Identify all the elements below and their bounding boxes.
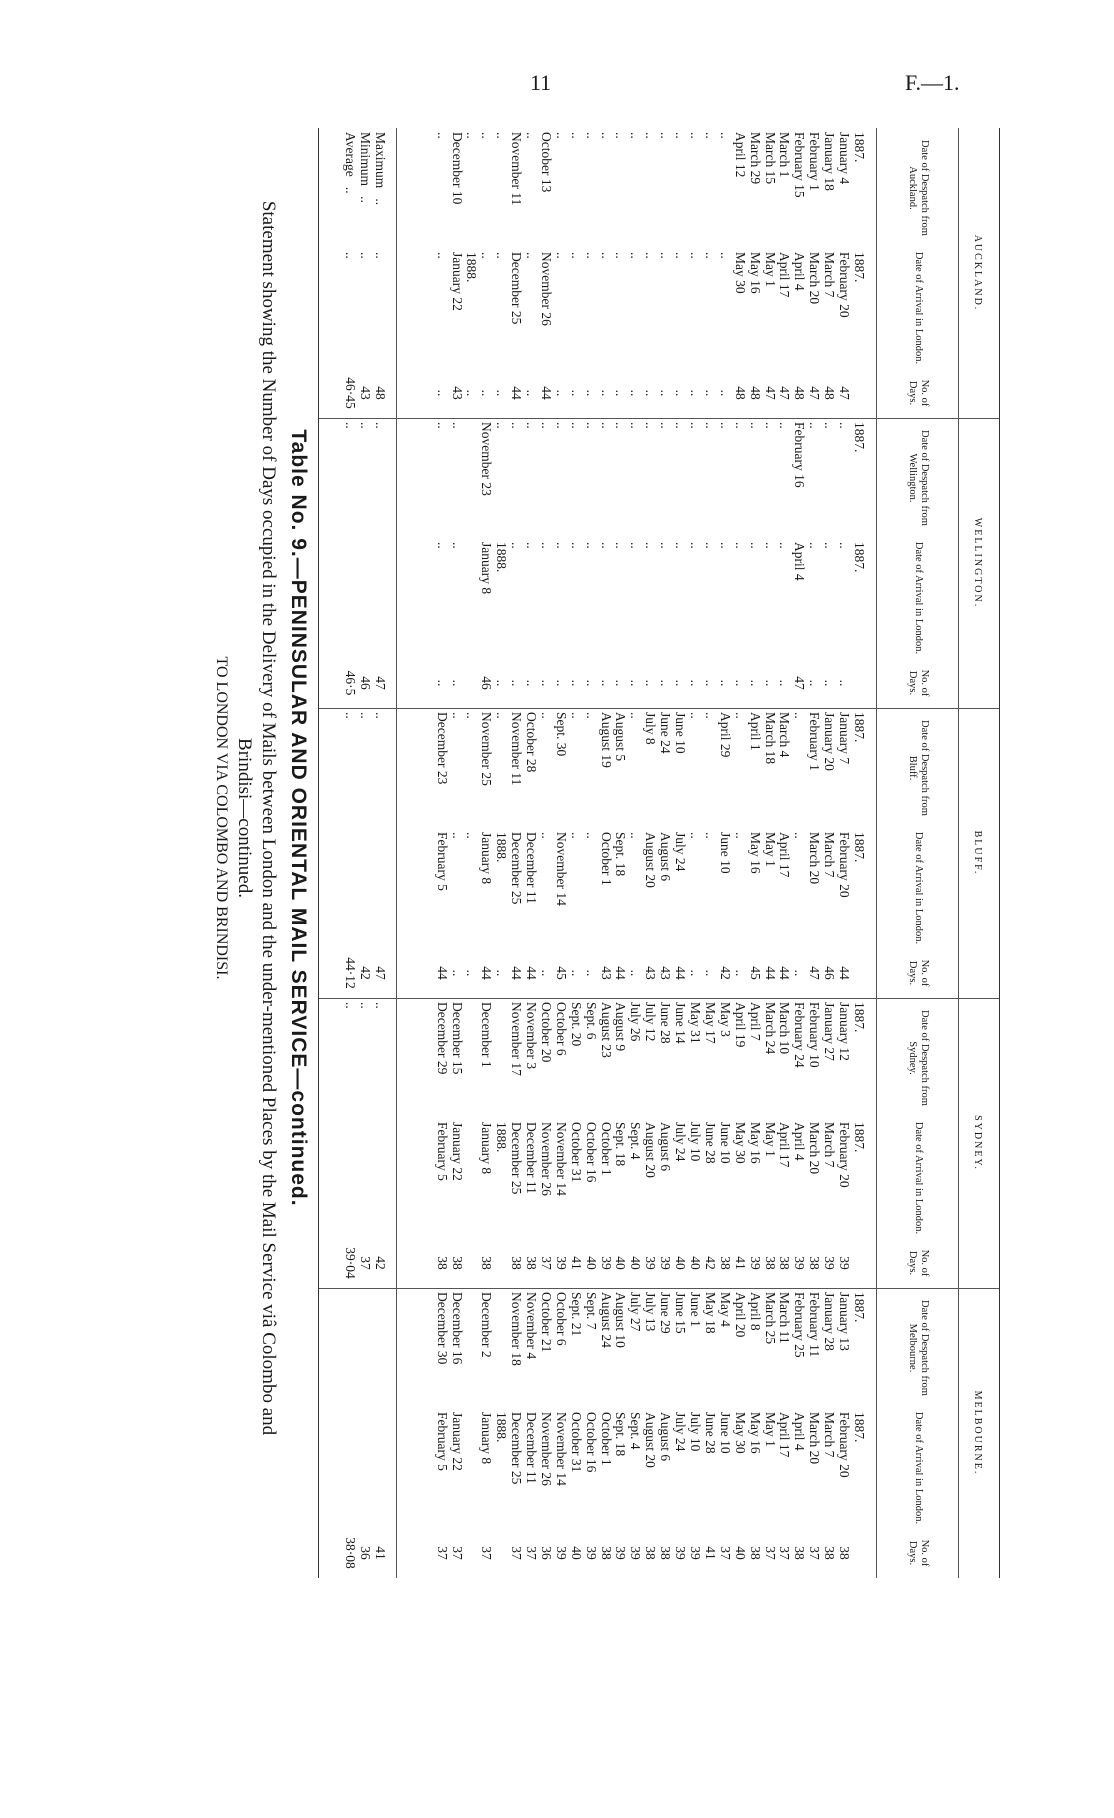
column-header: No. of Days.	[907, 1539, 930, 1567]
column-header: Date of Despatch from Bluff.	[907, 720, 930, 816]
column-header: Date of Despatch from Melbourne.	[907, 1300, 930, 1396]
column-cells: 1887. .. .. .. February 16 .. .. .. .. .. .. .. .. .. .. .. .. .. .. .. .. .. .. .. .. November 23 .. ..	[434, 422, 867, 496]
column-summary	[357, 1122, 387, 1234]
column-header: Date of Despatch from Wellington.	[907, 430, 930, 526]
column-cells: 47 48 47 48 47 47 48 48 .. .. .. .. .. .. .. .. .. .. .. .. 44 .. 44 .. .. .. 43 ..	[434, 386, 853, 400]
column-summary: 48 43 46·45	[343, 377, 388, 409]
table-title: Table No. 9.—PENINSULAR AND ORIENTAL MAIL SERVICE—continued.	[287, 429, 310, 1207]
column-4-1	[319, 1408, 999, 1528]
column-summary: 42 37 39·04	[343, 1247, 388, 1279]
statement	[232, 128, 280, 1508]
group-header: BLUFF.	[972, 830, 983, 876]
column-cells: 1887. February 20 March 7 March 20 .. April 17 May 1 May 16 .. June 10 .. .. July 24 August 6 August 20 .. Sept. 18 October 1 .. .. November 14 .. December 11 December 25 1888. January 8 .. .. February 5	[434, 832, 867, 906]
document-code: F.—1.	[905, 70, 960, 95]
column-cells: 1887. January 13 January 28 February 11 February 25 March 11 March 25 April 8 April 20 May 4 May 18 June 1 June 15 June 29 July 13 July 27 August 10 August 24 Sept. 7 Sept. 21 October 6 October 21 November 4 November 18 December 2 December 16 December 30	[434, 1292, 867, 1366]
column-header: Date of Despatch from Sydney.	[907, 1010, 930, 1106]
column-cells: 1887. January 4 January 18 February 1 February 15 March 1 March 15 March 29 April 12 .. .. .. .. .. .. .. .. .. .. .. .. October 13 .. November 11 .. .. .. December 10 ..	[434, 132, 867, 206]
column-header: No. of Days.	[907, 1249, 930, 1277]
column-summary: 47 42 44·12	[343, 957, 388, 989]
column-1-0	[319, 418, 999, 538]
column-header: Date of Arrival in London.	[913, 1121, 924, 1235]
column-0-0	[319, 128, 999, 248]
column-cells: 1887. February 20 March 7 March 20 April 4 April 17 May 1 May 16 May 30 June 10 June 28 July 10 July 24 August 6 August 20 Sept. 4 Sept. 18 October 1 October 16 October 31 November 14 November 26 December 11 December 25 1888. January 8 January 22 February 5	[434, 1412, 867, 1486]
column-cells: 1887. February 20 March 7 March 20 April 4 April 17 May 1 May 16 May 30 .. .. .. .. .. .. .. .. .. .. .. .. November 26 .. December 25 .. .. 1888. January 22 ..	[434, 252, 867, 326]
column-1-2	[319, 658, 999, 709]
rotated-table-page	[165, 128, 1000, 1818]
column-cells: 38 38 37 38 37 37 38 40 37 41 39 39 38 38 39 39 38 39 40 39 36 37 37 37 37 37	[434, 1546, 853, 1560]
column-summary: .. .. ..	[343, 252, 388, 259]
column-summary: .. .. ..	[343, 422, 388, 429]
column-header: No. of Days.	[907, 959, 930, 987]
column-header: Date of Despatch from Auckland.	[907, 140, 930, 236]
column-0-2	[319, 368, 999, 419]
column-cells: 1887. February 20 March 7 March 20 April 4 April 17 May 1 May 16 May 30 June 10 June 28 July 10 July 24 August 6 August 20 Sept. 4 Sept. 18 October 1 October 16 October 31 November 14 November 26 December 11 December 25 1888. January 8 January 22 February 5	[434, 1122, 867, 1196]
column-cells: 1887. January 7 January 20 February 1 .. March 4 March 18 April 1 .. April 29 .. .. June 10 June 24 July 8 .. August 5 August 19 .. .. Sept. 30 .. October 28 November 11 .. November 25 .. .. December 23	[434, 712, 867, 786]
statement-line-1: Statement showing the Number of Days occupied in the Delivery of Mails between London and the under-mentioned Places by the Mail Service viâ Colombo and	[258, 200, 279, 1436]
column-header: No. of Days.	[907, 379, 930, 407]
column-3-0	[319, 998, 999, 1118]
column-summary: .. .. ..	[343, 1002, 388, 1009]
column-cells: 44 46 47 .. 44 44 45 .. 42 .. .. 44 43 43 .. 44 43 .. .. 45 .. 44 44 .. 44 .. .. 44	[434, 966, 853, 980]
column-cells: .. .. .. 47 .. .. .. .. .. .. .. .. .. .. .. .. .. .. .. .. .. .. .. .. 46 .. ..	[434, 676, 853, 690]
column-summary	[357, 1412, 387, 1524]
column-header: Date of Arrival in London.	[913, 541, 924, 655]
column-summary: Maximum .. Minimum .. Average ..	[343, 132, 388, 206]
column-4-0	[319, 1288, 999, 1408]
route-heading: TO LONDON VIA COLOMBO AND BRINDISI.	[213, 656, 230, 980]
group-header: MELBOURNE.	[972, 1390, 983, 1476]
group-header: SYDNEY.	[972, 1115, 983, 1171]
column-summary: 47 46 46·5	[343, 670, 388, 696]
column-summary: .. .. ..	[343, 712, 388, 719]
statement-line-2: Brindisi—continued.	[234, 738, 255, 898]
column-2-0	[319, 708, 999, 828]
column-3-1	[319, 1118, 999, 1238]
column-header: Date of Arrival in London.	[913, 831, 924, 945]
column-summary: 41 36 38·08	[343, 1537, 388, 1569]
column-header: No. of Days.	[907, 669, 930, 697]
column-summary	[357, 1292, 387, 1404]
column-summary	[357, 542, 387, 654]
column-4-2	[319, 1528, 999, 1578]
column-cells: 39 39 38 39 38 38 39 41 38 42 40 40 39 39 40 40 39 40 41 39 37 38 38 38 38 38	[434, 1256, 853, 1270]
column-2-2	[319, 948, 999, 999]
column-3-2	[319, 1238, 999, 1289]
mail-delivery-table	[318, 128, 1000, 1578]
column-summary	[357, 832, 387, 944]
column-1-1	[319, 538, 999, 658]
column-cells: 1887. January 12 January 27 February 10 February 24 March 10 March 24 April 7 April 19 May 3 May 17 May 31 June 14 June 28 July 12 July 26 August 9 August 23 Sept. 6 Sept. 20 October 6 October 20 November 3 November 17 December 1 December 15 December 29	[434, 1002, 867, 1076]
column-cells: 1887. .. .. .. April 4 .. .. .. .. .. .. .. .. .. .. .. .. .. .. .. .. .. .. .. 1888. January 8 .. ..	[434, 542, 867, 595]
page-number: 11	[530, 70, 552, 95]
group-header: WELLINGTON.	[972, 517, 983, 609]
group-header: AUCKLAND.	[972, 234, 983, 312]
column-0-1	[319, 248, 999, 368]
column-2-1	[319, 828, 999, 948]
column-header: Date of Arrival in London.	[913, 251, 924, 365]
column-header: Date of Arrival in London.	[913, 1411, 924, 1525]
